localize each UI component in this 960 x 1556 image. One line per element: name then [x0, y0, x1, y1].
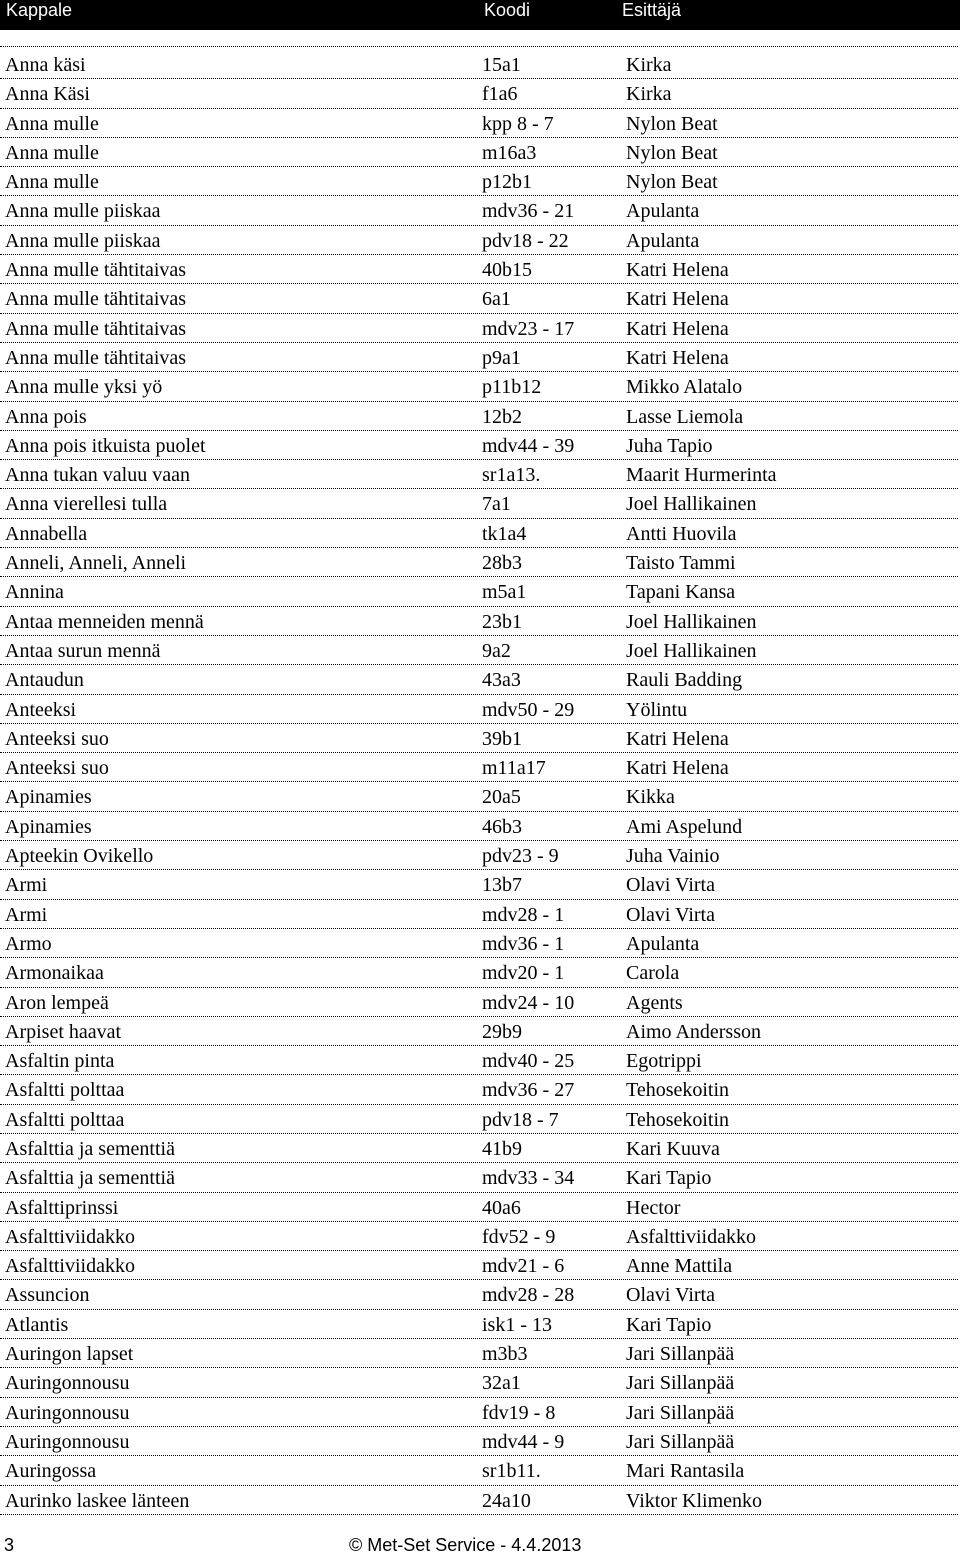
song-artist: Egotrippi	[626, 1050, 702, 1073]
song-title: Anna mulle tähtitaivas	[5, 317, 187, 340]
song-code: fdv19 - 8	[482, 1401, 556, 1424]
song-title: Anteeksi suo	[5, 757, 109, 780]
song-title: Anna käsi	[5, 54, 86, 76]
list-item	[0, 109, 958, 138]
list-item	[0, 402, 958, 431]
list-item	[0, 1105, 958, 1134]
song-code: mdv24 - 10	[482, 991, 575, 1014]
list-item	[0, 343, 958, 372]
song-title: Anna mulle tähtitaivas	[5, 346, 187, 369]
list-item	[0, 841, 958, 870]
song-title: Anteeksi suo	[5, 727, 109, 750]
song-code: mdv44 - 39	[482, 434, 575, 457]
song-title: Anna mulle	[5, 171, 99, 194]
song-code: 32a1	[482, 1372, 521, 1395]
list-item	[0, 1075, 958, 1104]
song-artist: Kari Tapio	[626, 1167, 712, 1190]
song-artist: Apulanta	[626, 200, 700, 223]
list-item	[0, 519, 958, 548]
list-item	[0, 900, 958, 929]
song-code: mdv33 - 34	[482, 1167, 575, 1190]
song-title: Asfalttiviidakko	[5, 1225, 135, 1248]
list-item	[0, 870, 958, 899]
list-item	[0, 636, 958, 665]
song-title: Arpiset haavat	[5, 1020, 122, 1043]
song-code: 40b15	[482, 259, 532, 282]
song-title: Apteekin Ovikello	[5, 845, 154, 868]
list-item	[0, 958, 958, 987]
list-item	[0, 548, 958, 577]
copyright: © Met-Set Service - 4.4.2013	[349, 1535, 582, 1555]
list-item	[0, 724, 958, 753]
song-artist: Katri Helena	[626, 288, 729, 311]
song-artist: Jari Sillanpää	[626, 1430, 735, 1453]
song-title: Antaudun	[5, 669, 84, 692]
list-item	[0, 460, 958, 489]
song-artist: Apulanta	[626, 932, 700, 955]
song-code: 41b9	[482, 1137, 522, 1160]
list-item	[0, 1339, 958, 1368]
song-code: mdv28 - 28	[482, 1284, 575, 1307]
song-code: f1a6	[482, 83, 518, 106]
list-item	[0, 1017, 958, 1046]
song-title: Auringossa	[5, 1460, 97, 1483]
song-title: Armi	[5, 903, 48, 926]
song-code: p9a1	[482, 346, 521, 369]
song-artist: Carola	[626, 962, 680, 985]
list-item	[0, 1427, 958, 1456]
song-code: 9a2	[482, 639, 511, 662]
song-title: Asfalttiprinssi	[5, 1196, 119, 1219]
song-code: p12b1	[482, 171, 532, 194]
list-item	[0, 226, 958, 255]
song-artist: Nylon Beat	[626, 171, 718, 194]
song-artist: Viktor Klimenko	[626, 1489, 763, 1512]
list-item	[0, 1280, 958, 1309]
song-title: Auringonnousu	[5, 1401, 130, 1424]
song-title: Antaa menneiden mennä	[5, 610, 204, 633]
song-code: p11b12	[482, 376, 542, 399]
song-code: m11a17	[482, 757, 546, 780]
list-item	[0, 1398, 958, 1427]
song-title: Anna mulle yksi yö	[5, 376, 163, 399]
song-title: Asfalttiviidakko	[5, 1255, 135, 1278]
list-item	[0, 1046, 958, 1075]
song-artist: Ami Aspelund	[626, 815, 743, 838]
song-artist: Rauli Badding	[626, 669, 743, 692]
song-code: m16a3	[482, 141, 537, 164]
song-title: Annabella	[5, 522, 88, 545]
song-title: Anna mulle piiskaa	[5, 200, 161, 223]
list-item	[0, 1134, 958, 1163]
header-artist: Esittäjä	[622, 0, 682, 20]
song-code: pdv23 - 9	[482, 845, 559, 868]
list-item	[0, 782, 958, 811]
song-artist: Olavi Virta	[626, 874, 715, 897]
list-item	[0, 1222, 958, 1251]
song-artist: Joel Hallikainen	[626, 639, 757, 662]
song-title: Asfaltti polttaa	[5, 1079, 125, 1102]
song-artist: Taisto Tammi	[626, 552, 736, 575]
song-artist: Kikka	[626, 786, 675, 809]
song-title: Asfaltti polttaa	[5, 1108, 125, 1131]
song-artist: Mikko Alatalo	[626, 376, 743, 399]
song-code: 39b1	[482, 727, 522, 750]
list-item	[0, 929, 958, 958]
list-item	[0, 50, 958, 79]
list-item	[0, 431, 958, 460]
song-code: kpp 8 - 7	[482, 112, 554, 135]
song-artist: Joel Hallikainen	[626, 610, 757, 633]
song-artist: Asfalttiviidakko	[626, 1225, 756, 1248]
song-list	[0, 50, 958, 1515]
song-code: 24a10	[482, 1489, 531, 1512]
song-code: 20a5	[482, 786, 521, 809]
song-code: sr1a13.	[482, 464, 541, 487]
song-code: mdv23 - 17	[482, 317, 575, 340]
song-title: Assuncion	[5, 1284, 90, 1307]
song-artist: Jari Sillanpää	[626, 1343, 735, 1366]
song-code: 6a1	[482, 288, 511, 311]
song-artist: Joel Hallikainen	[626, 493, 757, 516]
song-artist: Kirka	[626, 83, 672, 106]
song-artist: Jari Sillanpää	[626, 1401, 735, 1424]
song-title: Anteeksi	[5, 698, 77, 721]
song-artist: Tapani Kansa	[626, 581, 736, 604]
song-title: Atlantis	[5, 1313, 69, 1336]
song-title: Aron lempeä	[5, 991, 109, 1014]
song-title: Anna mulle	[5, 141, 99, 164]
song-artist: Katri Helena	[626, 346, 729, 369]
list-item	[0, 1486, 958, 1515]
song-title: Annina	[5, 581, 64, 604]
song-artist: Kari Kuuva	[626, 1137, 720, 1160]
song-title: Armi	[5, 874, 48, 897]
song-artist: Juha Vainio	[626, 845, 720, 868]
song-artist: Apulanta	[626, 229, 700, 252]
song-title: Armo	[5, 932, 52, 955]
list-item	[0, 988, 958, 1017]
song-artist: Anne Mattila	[626, 1255, 733, 1278]
song-artist: Olavi Virta	[626, 1284, 715, 1307]
song-title: Anna Käsi	[5, 83, 90, 106]
song-code: mdv28 - 1	[482, 903, 565, 926]
list-item	[0, 255, 958, 284]
song-artist: Jari Sillanpää	[626, 1372, 735, 1395]
song-artist: Lasse Liemola	[626, 405, 744, 428]
song-code: 29b9	[482, 1020, 522, 1043]
song-artist: Maarit Hurmerinta	[626, 464, 777, 487]
song-artist: Katri Helena	[626, 757, 729, 780]
list-item	[0, 695, 958, 724]
song-code: 7a1	[482, 493, 511, 516]
song-artist: Mari Rantasila	[626, 1460, 745, 1483]
list-item	[0, 489, 958, 518]
song-code: mdv21 - 6	[482, 1255, 565, 1278]
song-code: pdv18 - 22	[482, 229, 569, 252]
song-code: mdv36 - 1	[482, 932, 565, 955]
song-code: 40a6	[482, 1196, 521, 1219]
list-item	[0, 196, 958, 225]
list-item	[0, 665, 958, 694]
top-divider	[0, 46, 958, 47]
song-artist: Antti Huovila	[626, 522, 737, 545]
song-artist: Kirka	[626, 54, 672, 76]
song-artist: Aimo Andersson	[626, 1020, 761, 1043]
song-artist: Agents	[626, 991, 683, 1014]
header-code: Koodi	[484, 0, 531, 20]
song-code: isk1 - 13	[482, 1313, 552, 1336]
song-artist: Juha Tapio	[626, 434, 713, 457]
song-code: fdv52 - 9	[482, 1225, 556, 1248]
song-code: pdv18 - 7	[482, 1108, 559, 1131]
song-code: mdv20 - 1	[482, 962, 565, 985]
song-artist: Kari Tapio	[626, 1313, 712, 1336]
song-title: Apinamies	[5, 815, 92, 838]
song-title: Anna mulle	[5, 112, 99, 135]
song-title: Anna mulle piiskaa	[5, 229, 161, 252]
page-number: 3	[4, 1535, 15, 1555]
song-code: 43a3	[482, 669, 521, 692]
list-item	[0, 1310, 958, 1339]
list-item	[0, 753, 958, 782]
song-title: Anna tukan valuu vaan	[5, 464, 190, 487]
column-header-bar	[0, 0, 960, 30]
header-song: Kappale	[6, 0, 73, 20]
song-title: Auringonnousu	[5, 1430, 130, 1453]
song-title: Anna vierellesi tulla	[5, 493, 168, 516]
song-code: mdv36 - 27	[482, 1079, 575, 1102]
song-code: m3b3	[482, 1343, 528, 1366]
song-artist: Nylon Beat	[626, 141, 718, 164]
list-item	[0, 1193, 958, 1222]
song-title: Asfaltin pinta	[5, 1050, 115, 1073]
song-code: mdv40 - 25	[482, 1050, 575, 1073]
song-code: mdv50 - 29	[482, 698, 575, 721]
song-artist: Katri Helena	[626, 317, 729, 340]
song-title: Auringon lapset	[5, 1343, 134, 1366]
song-code: mdv44 - 9	[482, 1430, 565, 1453]
song-title: Anna pois	[5, 405, 87, 428]
song-artist: Olavi Virta	[626, 903, 715, 926]
song-title: Armonaikaa	[5, 962, 104, 985]
song-code: m5a1	[482, 581, 527, 604]
song-artist: Tehosekoitin	[626, 1108, 730, 1131]
song-artist: Hector	[626, 1196, 681, 1219]
song-code: sr1b11.	[482, 1460, 541, 1483]
list-item	[0, 314, 958, 343]
song-code: 13b7	[482, 874, 522, 897]
song-title: Aurinko laskee länteen	[5, 1489, 190, 1512]
song-code: 12b2	[482, 405, 522, 428]
list-item	[0, 79, 958, 108]
list-item	[0, 1456, 958, 1485]
song-code: mdv36 - 21	[482, 200, 575, 223]
song-title: Anna pois itkuista puolet	[5, 434, 206, 457]
song-title: Anneli, Anneli, Anneli	[5, 552, 187, 575]
list-item	[0, 138, 958, 167]
list-item	[0, 1251, 958, 1280]
list-item	[0, 577, 958, 606]
song-code: 46b3	[482, 815, 522, 838]
song-artist: Yölintu	[626, 698, 688, 721]
song-artist: Katri Helena	[626, 259, 729, 282]
page-footer	[0, 1533, 960, 1554]
song-code: 23b1	[482, 610, 522, 633]
list-item	[0, 372, 958, 401]
song-code: 28b3	[482, 552, 522, 575]
song-title: Asfalttia ja sementtiä	[5, 1167, 175, 1190]
song-code: tk1a4	[482, 522, 527, 545]
song-title: Auringonnousu	[5, 1372, 130, 1395]
list-item	[0, 284, 958, 313]
song-title: Anna mulle tähtitaivas	[5, 259, 187, 282]
song-title: Antaa surun mennä	[5, 639, 161, 662]
song-code: 15a1	[482, 54, 521, 76]
song-title: Anna mulle tähtitaivas	[5, 288, 187, 311]
list-item	[0, 1163, 958, 1192]
song-artist: Katri Helena	[626, 727, 729, 750]
list-item	[0, 167, 958, 196]
list-item	[0, 812, 958, 841]
song-title: Apinamies	[5, 786, 92, 809]
song-artist: Nylon Beat	[626, 112, 718, 135]
list-item	[0, 1368, 958, 1397]
song-title: Asfalttia ja sementtiä	[5, 1137, 175, 1160]
list-item	[0, 607, 958, 636]
song-artist: Tehosekoitin	[626, 1079, 730, 1102]
